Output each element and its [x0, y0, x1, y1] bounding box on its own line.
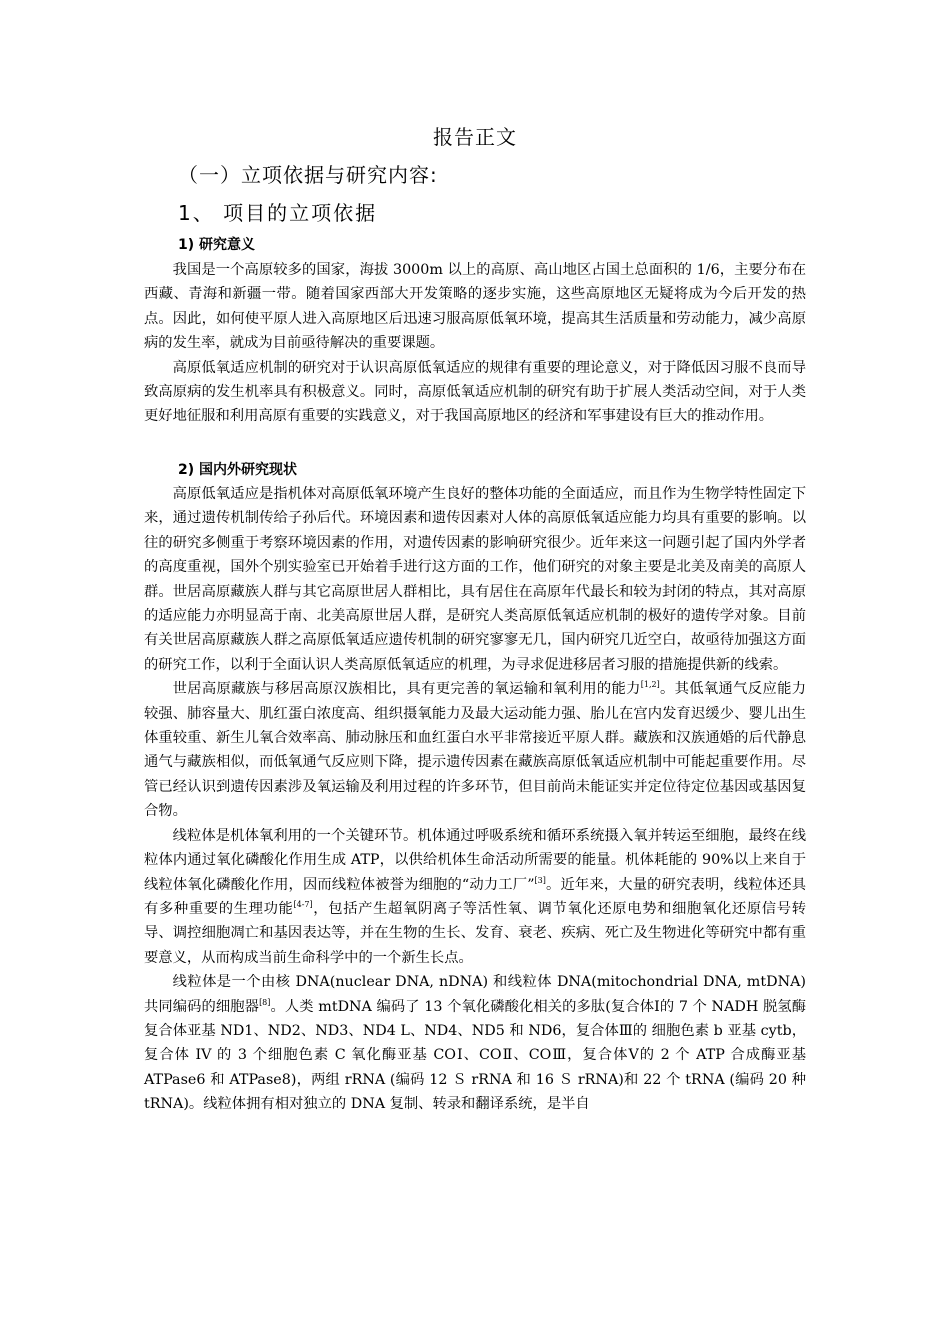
research-significance-heading: 1) 研究意义	[178, 237, 256, 253]
paragraph: 高原低氧适应是指机体对高原低氧环境产生良好的整体功能的全面适应，而且作为生物学特性固定下来，通过遗传机制传给子孙后代。环境因素和遗传因素对人体的高原低氧适应能力均具有重要的影响。以往的研究多侧重于考察环境因素的作用，对遗传因素的影响研究很少。近年来这一问题引起了国内外学者的高度重视，国外个别实验室已开始着手进行这方面的工作，他们研究的对象主要是北美及南美的高原人群。世居高原藏族人群与其它高原世居人群相比，具有居住在高原年代最长和较为封闭的特点，其对高原的适应能力亦明显高于南、北美高原世居人群，是研究人类高原低氧适应机制的极好的遗传学对象。目前有关世居高原藏族人群之高原低氧适应遗传机制的研究寥寥无几，国内研究几近空白，故亟待加强这方面的研究工作，以利于全面认识人类高原低氧适应的机理，为寻求促进移居者习服的措施提供新的线索。	[144, 486, 806, 673]
paragraph-text: 线粒体是机体氧利用的一个关键环节。机体通过呼吸系统和循环系统摄入氧并转运至细胞，最终在线粒体内通过氧化磷酸化作用生成 ATP，以供给机体生命活动所需要的能量。机体耗能的 90%以上来自于线粒体氧化磷酸化作用，因而线粒体被誉为细胞的“动力工厂”	[144, 827, 806, 893]
paragraph-text: 。其低氧通气反应能力较强、肺容量大、肌红蛋白浓度高、组织摄氧能力及最大运动能力强、胎儿在宫内发育迟缓少、婴儿出生体重较重、新生儿氧合效率高、肺动脉压和血红蛋白水平非常接近平原人群。藏族和汉族通婚的后代静息通气与藏族相似，而低氧通气反应则下降，提示遗传因素在藏族高原低氧适应机制中可能起重要作用。尽管已经认识到遗传因素涉及氧运输及利用过程的许多环节，但目前尚未能证实并定位待定位基因或基因复合物。	[144, 681, 806, 820]
citation: [4-7]	[293, 900, 313, 910]
paragraph-text: 。近年来，大量的研究表明，线粒体还具有多种重要的生理功能	[144, 876, 806, 917]
page-title: 报告正文	[433, 125, 517, 149]
paragraph-text: 世居高原藏族与移居高原汉族相比，具有更完善的氧运输和氧利用的能力	[172, 681, 641, 698]
research-status-body	[144, 482, 806, 1117]
citation: [8]	[259, 997, 271, 1007]
paragraph: 高原低氧适应机制的研究对于认识高原低氧适应的规律有重要的理论意义，对于降低因习服不良而导致高原病的发生机率具有积极意义。同时，高原低氧适应机制的研究有助于扩展人类活动空间，对于人类更好地征服和利用高原有重要的实践意义，对于我国高原地区的经济和军事建设有巨大的推动作用。	[144, 359, 806, 425]
citation: [3]	[534, 875, 546, 885]
paragraph: 我国是一个高原较多的国家，海拔 3000m 以上的高原、高山地区占国土总面积的 1/6，主要分布在西藏、青海和新疆一带。随着国家西部大开发策略的逐步实施，这些高原地区无疑将成为今后开发的热点。因此，如何使平原人进入高原地区后迅速习服高原低氧环境，提高其生活质量和劳动能力，减少高原病的发生率，就成为目前亟待解决的重要课题。	[144, 262, 806, 352]
paragraph-text: ，包括产生超氧阴离子等活性氧、调节氧化还原电势和细胞氧化还原信号转导、调控细胞凋亡和基因表达等，并在生物的生长、发育、衰老、疾病、死亡及生物进化等研究中都有重要意义，从而构成当前生命科学中的一个新生长点。	[144, 900, 807, 966]
research-status-heading: 2) 国内外研究现状	[178, 462, 298, 478]
section-heading: （一）立项依据与研究内容:	[178, 163, 438, 187]
citation: [1,2]	[640, 680, 660, 690]
paragraph-text: 。人类 mtDNA 编码了 13 个氧化磷酸化相关的多肽(复合体Ⅰ的 7 个 NADH 脱氢酶复合体亚基 ND1、ND2、ND3、ND4 L、ND4、ND5 和 ND6，复合体Ⅲ的 细胞色素 b 亚基 cytb，复合体 IV 的 3 个细胞色素 C 氧化酶亚基 COⅠ、COⅡ、COⅢ，复合体Ⅴ的 2 个 ATP 合成酶亚基 ATPase6 和 ATPase8)，两组 rRNA (编码 12 Ｓ rRNA 和 16 Ｓ rRNA)和 22 个 tRNA (编码 20 种 tRNA)。线粒体拥有相对独立的 DNA 复制、转录和翻译系统，是半自	[144, 998, 807, 1113]
paragraph	[144, 677, 806, 823]
paragraph	[144, 824, 806, 970]
subsection-heading: 1、 项目的立项依据	[178, 201, 378, 225]
paragraph	[144, 970, 806, 1116]
paragraph-text: 线粒体是一个由核 DNA(nuclear DNA, nDNA) 和线粒体 DNA(mitochondrial DNA, mtDNA)共同编码的细胞器	[144, 974, 806, 1015]
research-significance-body	[144, 258, 806, 429]
